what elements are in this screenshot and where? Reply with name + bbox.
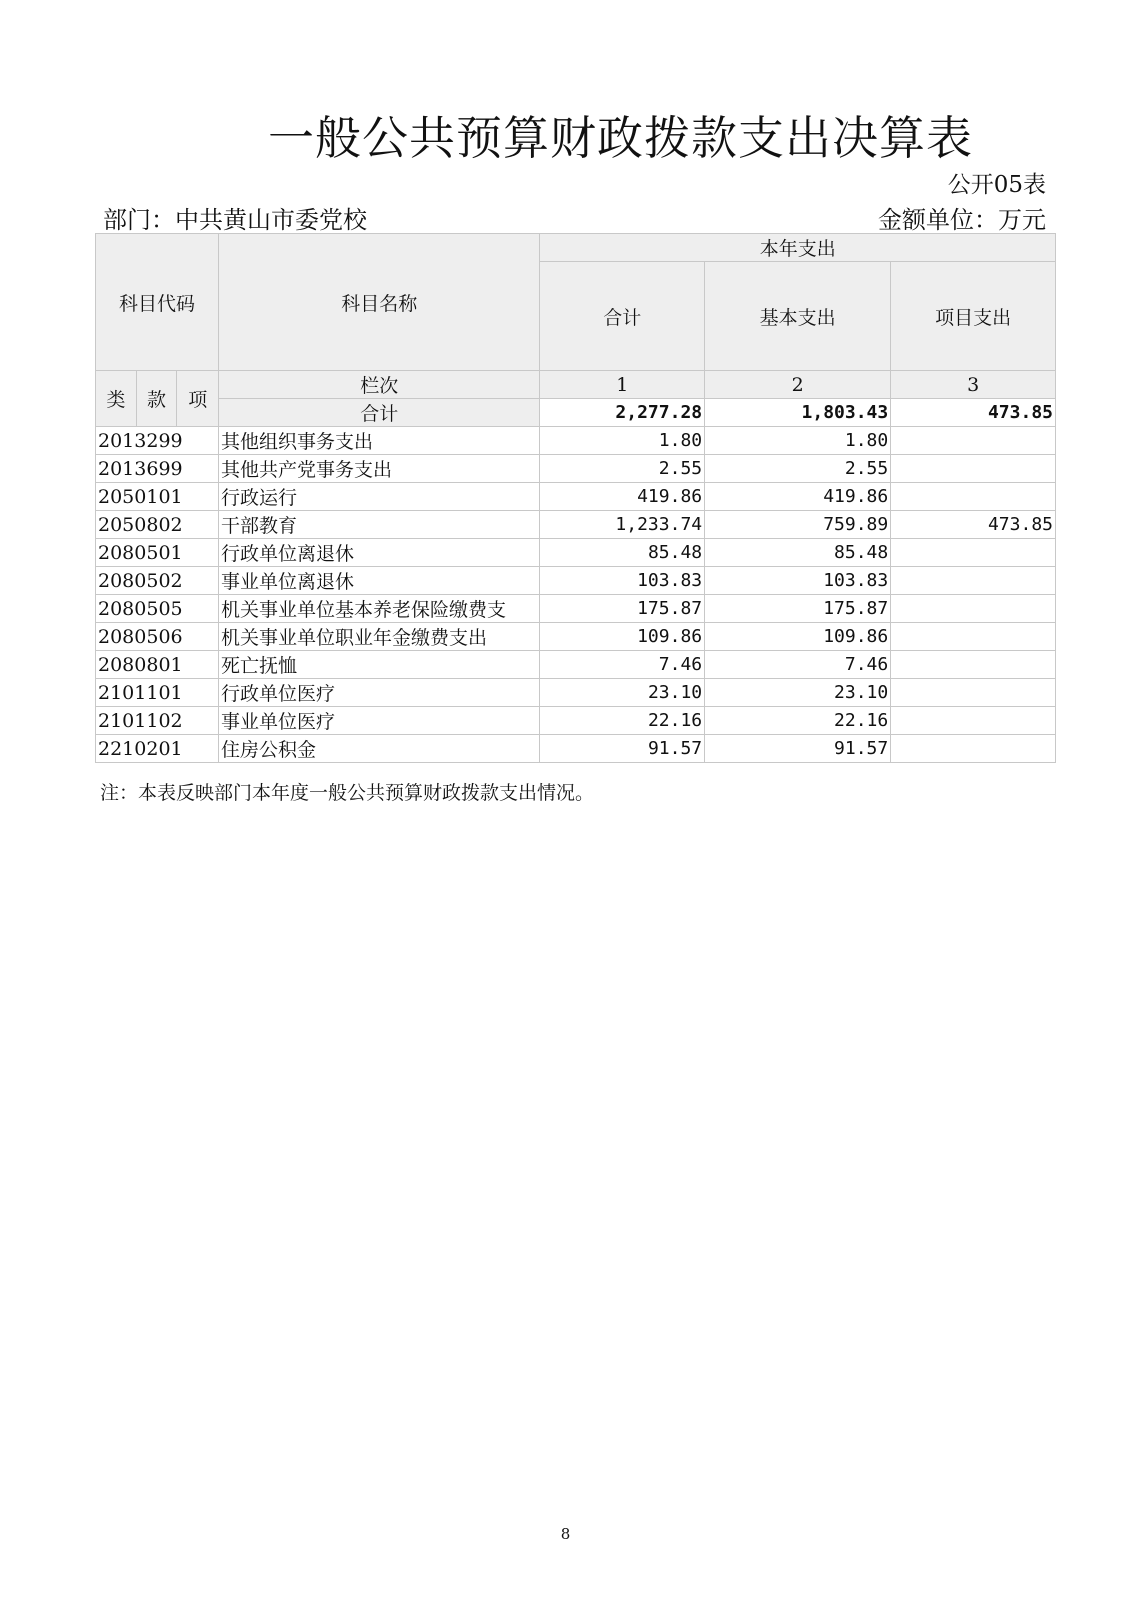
totals-row xyxy=(96,399,1056,427)
row-subject-code: 2013299 xyxy=(96,427,219,455)
row-subject-code: 2050802 xyxy=(96,511,219,539)
row-total: 103.83 xyxy=(540,567,705,595)
row-basic: 175.87 xyxy=(705,595,891,623)
table-row xyxy=(96,511,1056,539)
row-subject-code: 2013699 xyxy=(96,455,219,483)
document-title: 一般公共预算财政拨款支出决算表 xyxy=(268,111,973,165)
header-lei: 类 xyxy=(96,371,137,427)
row-project xyxy=(891,735,1056,763)
row-basic: 109.86 xyxy=(705,623,891,651)
row-total: 175.87 xyxy=(540,595,705,623)
table-row xyxy=(96,595,1056,623)
header-col-1: 1 xyxy=(540,371,705,399)
row-total: 22.16 xyxy=(540,707,705,735)
table-row xyxy=(96,455,1056,483)
table-row xyxy=(96,735,1056,763)
header-col-3: 3 xyxy=(891,371,1056,399)
row-total: 85.48 xyxy=(540,539,705,567)
row-basic: 85.48 xyxy=(705,539,891,567)
table-body xyxy=(96,427,1056,763)
row-subject-name: 死亡抚恤 xyxy=(219,651,540,679)
row-basic: 91.57 xyxy=(705,735,891,763)
row-subject-name: 事业单位医疗 xyxy=(219,707,540,735)
row-subject-code: 2080506 xyxy=(96,623,219,651)
row-subject-name: 其他组织事务支出 xyxy=(219,427,540,455)
row-subject-name: 机关事业单位基本养老保险缴费支 xyxy=(219,595,540,623)
row-total: 91.57 xyxy=(540,735,705,763)
row-basic: 103.83 xyxy=(705,567,891,595)
row-project xyxy=(891,539,1056,567)
row-subject-code: 2080801 xyxy=(96,651,219,679)
row-subject-name: 机关事业单位职业年金缴费支出 xyxy=(219,623,540,651)
row-subject-code: 2101102 xyxy=(96,707,219,735)
row-subject-code: 2080501 xyxy=(96,539,219,567)
header-subject-code: 科目代码 xyxy=(96,234,219,371)
amount-unit-label: 金额单位：万元 xyxy=(878,206,1046,234)
row-total: 1.80 xyxy=(540,427,705,455)
row-total: 1,233.74 xyxy=(540,511,705,539)
header-row-3 xyxy=(96,371,1056,399)
row-basic: 2.55 xyxy=(705,455,891,483)
header-col-2: 2 xyxy=(705,371,891,399)
header-basic-expenditure: 基本支出 xyxy=(705,262,891,371)
row-project xyxy=(891,567,1056,595)
totals-basic: 1,803.43 xyxy=(705,399,891,427)
totals-label: 合计 xyxy=(219,399,540,427)
department-label: 部门：中共黄山市委党校 xyxy=(103,206,367,234)
header-kuan: 款 xyxy=(136,371,177,427)
row-total: 2.55 xyxy=(540,455,705,483)
budget-table xyxy=(95,233,1056,763)
form-number: 公开05表 xyxy=(947,172,1046,198)
row-basic: 7.46 xyxy=(705,651,891,679)
row-subject-code: 2050101 xyxy=(96,483,219,511)
table-row xyxy=(96,567,1056,595)
header-row-1 xyxy=(96,234,1056,262)
row-subject-code: 2080502 xyxy=(96,567,219,595)
row-subject-name: 干部教育 xyxy=(219,511,540,539)
totals-total: 2,277.28 xyxy=(540,399,705,427)
row-project xyxy=(891,595,1056,623)
table-row xyxy=(96,427,1056,455)
row-project xyxy=(891,427,1056,455)
row-basic: 23.10 xyxy=(705,679,891,707)
row-total: 23.10 xyxy=(540,679,705,707)
table-row xyxy=(96,707,1056,735)
row-subject-name: 住房公积金 xyxy=(219,735,540,763)
row-basic: 759.89 xyxy=(705,511,891,539)
row-subject-code: 2210201 xyxy=(96,735,219,763)
row-subject-name: 事业单位离退休 xyxy=(219,567,540,595)
header-column-index: 栏次 xyxy=(219,371,540,399)
header-current-year-expenditure: 本年支出 xyxy=(540,234,1056,262)
table-row xyxy=(96,539,1056,567)
header-total: 合计 xyxy=(540,262,705,371)
row-project xyxy=(891,455,1056,483)
row-total: 109.86 xyxy=(540,623,705,651)
table-row xyxy=(96,679,1056,707)
header-xiang: 项 xyxy=(177,371,219,427)
row-subject-name: 行政单位医疗 xyxy=(219,679,540,707)
row-total: 7.46 xyxy=(540,651,705,679)
row-subject-name: 其他共产党事务支出 xyxy=(219,455,540,483)
header-project-expenditure: 项目支出 xyxy=(891,262,1056,371)
table-row xyxy=(96,483,1056,511)
row-project xyxy=(891,483,1056,511)
row-project xyxy=(891,651,1056,679)
row-subject-code: 2101101 xyxy=(96,679,219,707)
row-project xyxy=(891,623,1056,651)
row-basic: 22.16 xyxy=(705,707,891,735)
row-total: 419.86 xyxy=(540,483,705,511)
header-subject-name: 科目名称 xyxy=(219,234,540,371)
row-basic: 1.80 xyxy=(705,427,891,455)
row-subject-name: 行政运行 xyxy=(219,483,540,511)
row-basic: 419.86 xyxy=(705,483,891,511)
row-project xyxy=(891,679,1056,707)
row-subject-code: 2080505 xyxy=(96,595,219,623)
row-subject-name: 行政单位离退休 xyxy=(219,539,540,567)
page-number: 8 xyxy=(560,1525,571,1543)
table-row xyxy=(96,623,1056,651)
totals-project: 473.85 xyxy=(891,399,1056,427)
table-row xyxy=(96,651,1056,679)
row-project: 473.85 xyxy=(891,511,1056,539)
table-note: 注：本表反映部门本年度一般公共预算财政拨款支出情况。 xyxy=(100,782,595,804)
row-project xyxy=(891,707,1056,735)
